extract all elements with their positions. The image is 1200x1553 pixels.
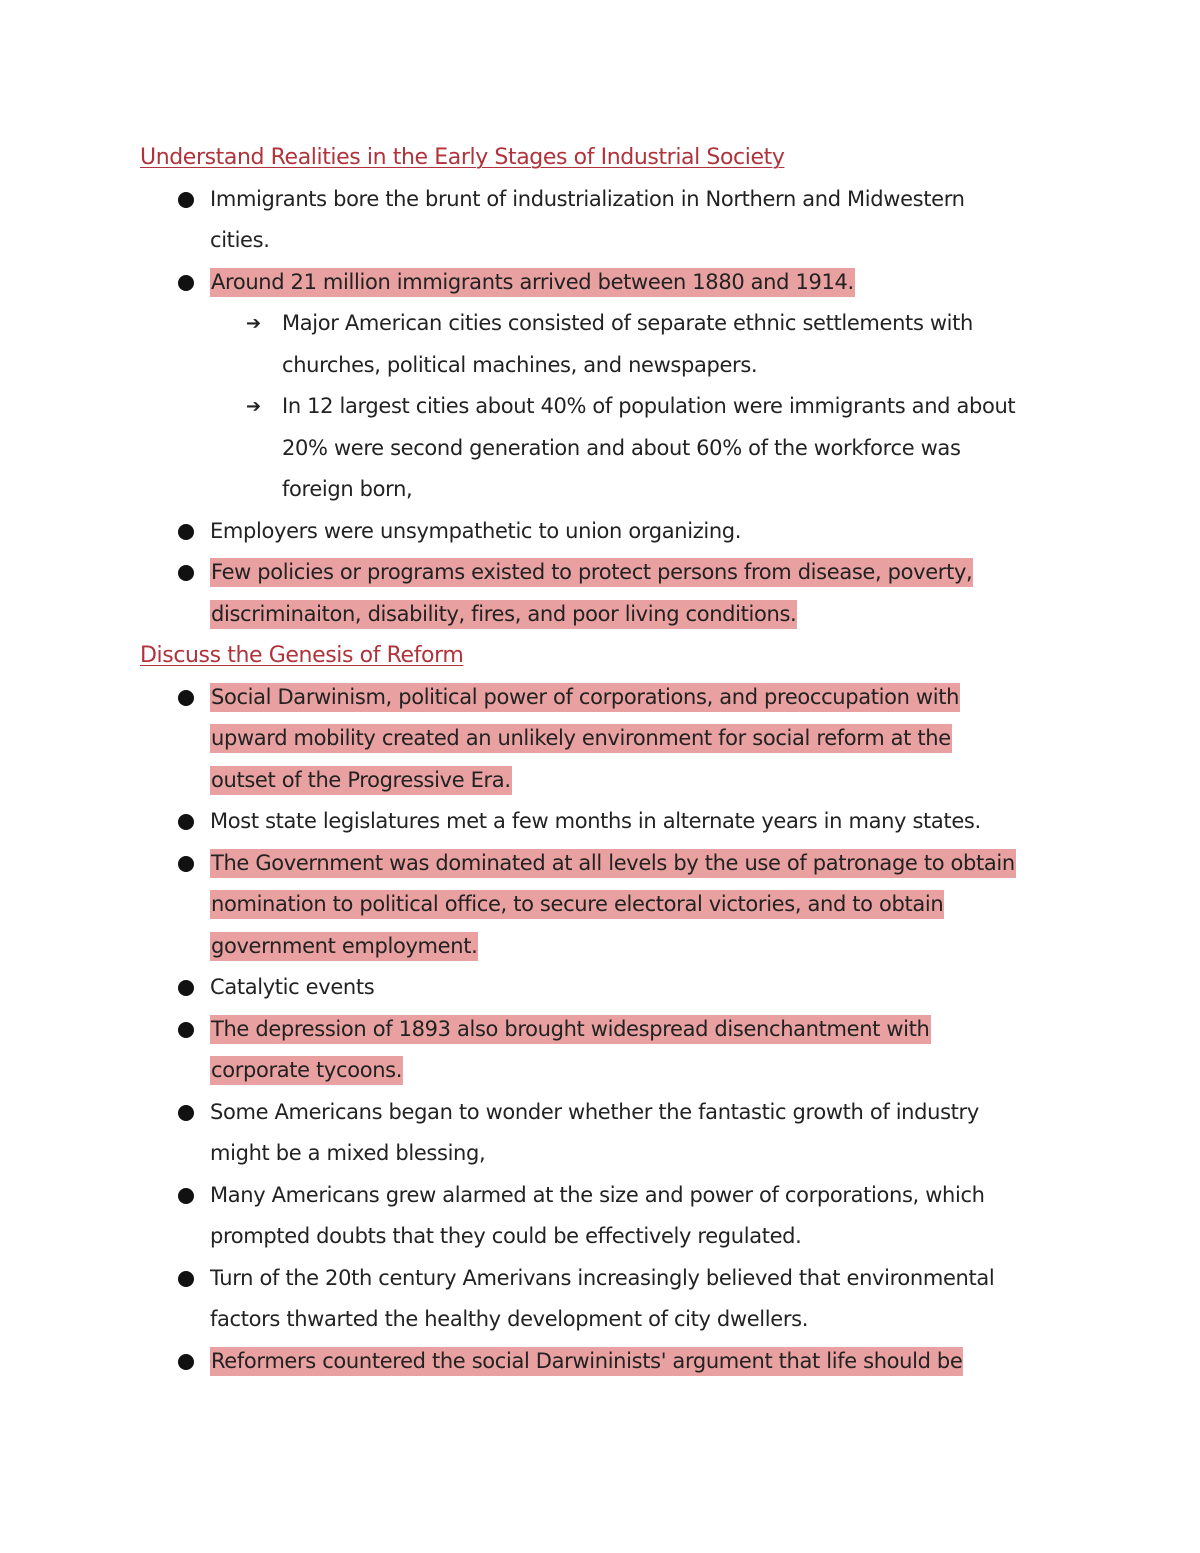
highlighted-note-line [210, 1341, 963, 1383]
highlighted-note-line [210, 1050, 403, 1092]
note-line [210, 1258, 994, 1300]
highlighted-note-line [210, 262, 855, 304]
note-line [210, 220, 270, 262]
note-text: Social Darwinism, political power of corporations, and preoccupation with [210, 683, 960, 712]
note-text: nomination to political office, to secure electoral victories, and to obtain [210, 890, 944, 919]
highlighted-note-line [210, 760, 512, 802]
note-line [282, 386, 1015, 428]
note-line [210, 1216, 802, 1258]
bullet-icon [178, 856, 194, 872]
note-text: The Government was dominated at all levels by the use of patronage to obtain [210, 849, 1016, 878]
note-text: corporate tycoons. [210, 1056, 403, 1085]
note-text: prompted doubts that they could be effectively regulated. [210, 1224, 802, 1248]
note-line [282, 303, 973, 345]
highlighted-note-line [210, 552, 973, 594]
note-text: Employers were unsympathetic to union organizing. [210, 518, 742, 543]
note-text: foreign born, [282, 477, 413, 501]
highlighted-note-line [210, 843, 1016, 885]
highlighted-note-line [210, 1009, 931, 1051]
note-text: government employment. [210, 932, 478, 961]
note-line [282, 428, 961, 470]
note-line [210, 1133, 485, 1175]
note-line [210, 511, 741, 553]
note-line [210, 1175, 985, 1217]
note-line [282, 345, 757, 387]
bullet-icon [178, 1354, 194, 1370]
note-text: Immigrants bore the brunt of industrialization in Northern and Midwestern [210, 186, 965, 211]
note-text: Turn of the 20th century Amerivans increasingly believed that environmental [210, 1265, 995, 1290]
note-text: cities. [210, 228, 270, 252]
bullet-icon [178, 980, 194, 996]
bullet-icon [178, 275, 194, 291]
note-text: Reformers countered the social Darwininists' argument that life should be [210, 1347, 963, 1376]
note-line [210, 1299, 808, 1341]
note-text: Many Americans grew alarmed at the size and power of corporations, which [210, 1182, 985, 1207]
bullet-icon [178, 814, 194, 830]
section-heading: Understand Realities in the Early Stages of Industrial Society [140, 145, 785, 170]
note-text: The depression of 1893 also brought widespread disenchantment with [210, 1015, 931, 1044]
note-text: Around 21 million immigrants arrived between 1880 and 1914. [210, 268, 855, 297]
section-heading: Discuss the Genesis of Reform [140, 643, 464, 668]
note-text: Most state legislatures met a few months in alternate years in many states. [210, 809, 981, 833]
highlighted-note-line [210, 594, 797, 636]
bullet-icon [178, 1022, 194, 1038]
bullet-icon [178, 1105, 194, 1121]
note-text: In 12 largest cities about 40% of population were immigrants and about [282, 394, 1016, 418]
note-line [210, 179, 965, 221]
note-text: upward mobility created an unlikely environment for social reform at the [210, 724, 952, 753]
bullet-icon [178, 565, 194, 581]
note-text: Catalytic events [210, 975, 375, 999]
bullet-icon [178, 524, 194, 540]
note-text: outset of the Progressive Era. [210, 766, 512, 795]
highlighted-note-line [210, 884, 944, 926]
bullet-icon [178, 1271, 194, 1287]
note-text: 20% were second generation and about 60% of the workforce was [282, 435, 961, 460]
bullet-icon [178, 690, 194, 706]
note-line [210, 1092, 979, 1134]
highlighted-note-line [210, 926, 478, 968]
arrow-bullet-icon: ➔ [246, 313, 262, 334]
note-text: might be a mixed blessing, [210, 1141, 486, 1165]
note-line [210, 801, 981, 843]
bullet-icon [178, 1188, 194, 1204]
note-text: factors thwarted the healthy development of city dwellers. [210, 1307, 809, 1331]
highlighted-note-line [210, 718, 952, 760]
bullet-icon [178, 192, 194, 208]
note-text: Few policies or programs existed to protect persons from disease, poverty, [210, 558, 973, 587]
note-text: churches, political machines, and newspapers. [282, 352, 758, 377]
arrow-bullet-icon: ➔ [246, 396, 262, 417]
note-text: discriminaiton, disability, fires, and poor living conditions. [210, 600, 797, 629]
note-text: Some Americans began to wonder whether the fantastic growth of industry [210, 1099, 979, 1124]
note-line [282, 469, 412, 511]
highlighted-note-line [210, 677, 960, 719]
note-text: Major American cities consisted of separate ethnic settlements with [282, 311, 974, 335]
note-line [210, 967, 374, 1009]
